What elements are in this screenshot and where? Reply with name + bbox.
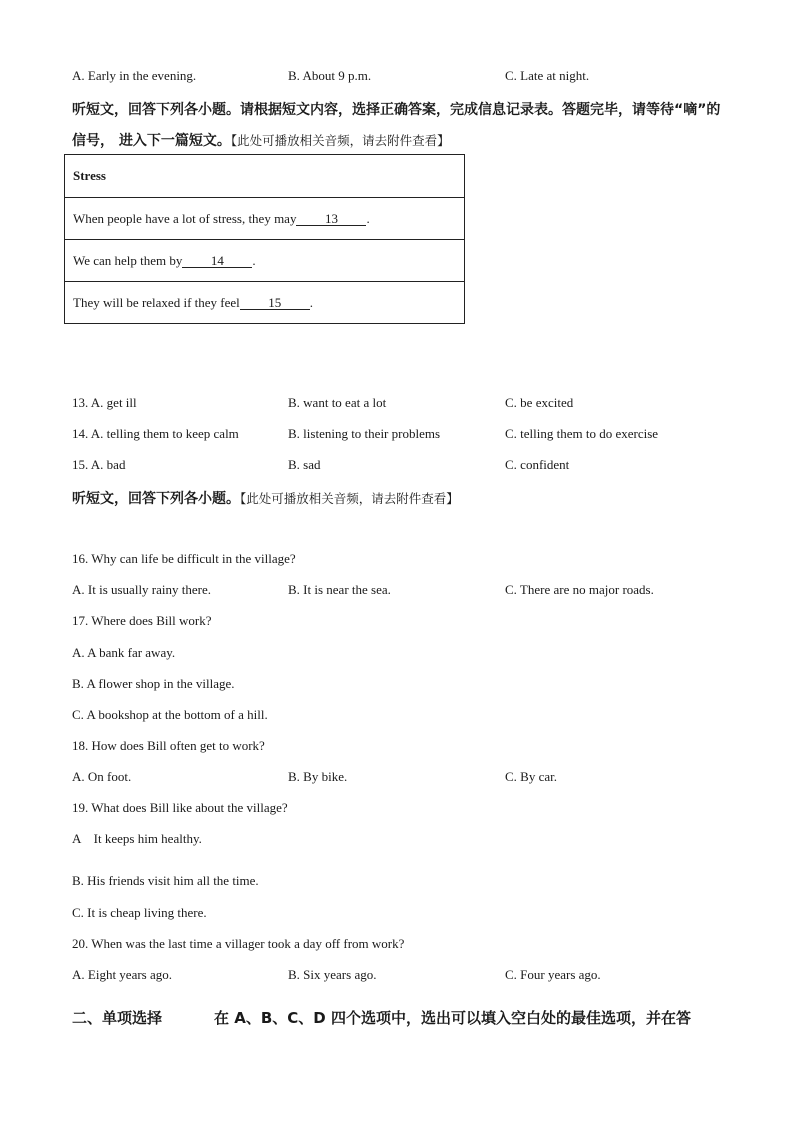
q17-option-b: B. A flower shop in the village. <box>72 676 235 691</box>
q17-option-a: A. A bank far away. <box>72 645 176 660</box>
q16-option-b: B. It is near the sea. <box>288 582 391 597</box>
q12-option-b: B. About 9 p.m. <box>288 68 372 83</box>
q18-option-a: A. On foot. <box>72 769 132 784</box>
q17-question: 17. Where does Bill work? <box>72 613 212 628</box>
stress-table-row-14 <box>65 239 464 281</box>
q16-option-a: A. It is usually rainy there. <box>72 582 211 597</box>
q12-option-c: C. Late at night. <box>505 68 590 83</box>
stress-table-row-15 <box>65 281 464 323</box>
section-instruction-line2 <box>72 130 450 150</box>
q19-question: 19. What does Bill like about the village? <box>72 800 288 815</box>
q20-option-c: C. Four years ago. <box>505 967 601 982</box>
q15-option-a: 15. A. bad <box>72 457 126 472</box>
row14-end: . <box>252 252 256 268</box>
q19-option-c: C. It is cheap living there. <box>72 905 207 920</box>
q18-question: 18. How does Bill often get to work? <box>72 738 265 753</box>
q14-option-a: 14. A. telling them to keep calm <box>72 426 239 441</box>
q20-option-b: B. Six years ago. <box>288 967 377 982</box>
section-instruction-line2-main: 信号， 进入下一篇短文。 <box>72 133 231 149</box>
section-two-instruction: 在 A、B、C、D 四个选项中，选出可以填入空白处的最佳选项，并在答 <box>214 1009 691 1027</box>
q14-option-b: B. listening to their problems <box>288 426 441 441</box>
stress-table-row-13 <box>65 197 464 239</box>
q16-question: 16. Why can life be difficult in the village? <box>72 551 296 566</box>
q19-option-b: B. His friends visit him all the time. <box>72 873 259 888</box>
row15-text: They will be relaxed if they feel <box>73 294 240 310</box>
q18-option-c: C. By car. <box>505 769 557 784</box>
q13-option-b: B. want to eat a lot <box>288 395 387 410</box>
q13-option-c: C. be excited <box>505 395 574 410</box>
q20-option-a: A. Eight years ago. <box>72 967 173 982</box>
q17-option-c: C. A bookshop at the bottom of a hill. <box>72 707 268 722</box>
blank-14: 14 <box>182 254 252 268</box>
audio-note-2: 【此处可播放相关音频，请去附件查看】 <box>240 491 459 506</box>
blank-13: 13 <box>296 212 366 226</box>
section-instruction-line1: 听短文，回答下列各小题。请根据短文内容，选择正确答案，完成信息记录表。答题完毕，请等待“嘀”的 <box>72 102 721 118</box>
row13-end: . <box>366 210 370 226</box>
q15-option-c: C. confident <box>505 457 570 472</box>
section-instruction-2-main: 听短文，回答下列各小题。 <box>72 491 240 507</box>
row13-text: When people have a lot of stress, they may <box>73 210 297 226</box>
q14-option-c: C. telling them to do exercise <box>505 426 659 441</box>
stress-table-header: Stress <box>73 168 106 183</box>
stress-table <box>64 154 465 324</box>
section-two-title: 二、单项选择 <box>72 1009 163 1027</box>
q20-question: 20. When was the last time a villager took a day off from work? <box>72 936 405 951</box>
blank-15: 15 <box>240 296 310 310</box>
q18-option-b: B. By bike. <box>288 769 348 784</box>
row14-text: We can help them by <box>73 252 183 268</box>
audio-note: 【此处可播放相关音频，请去附件查看】 <box>230 133 450 148</box>
q12-option-a: A. Early in the evening. <box>72 68 197 83</box>
q13-option-a: 13. A. get ill <box>72 395 137 410</box>
row15-end: . <box>309 294 314 310</box>
q15-option-b: B. sad <box>288 457 321 472</box>
section-instruction-2 <box>72 488 459 508</box>
q16-option-c: C. There are no major roads. <box>505 582 654 597</box>
q19-option-a: A It keeps him healthy. <box>72 831 202 846</box>
